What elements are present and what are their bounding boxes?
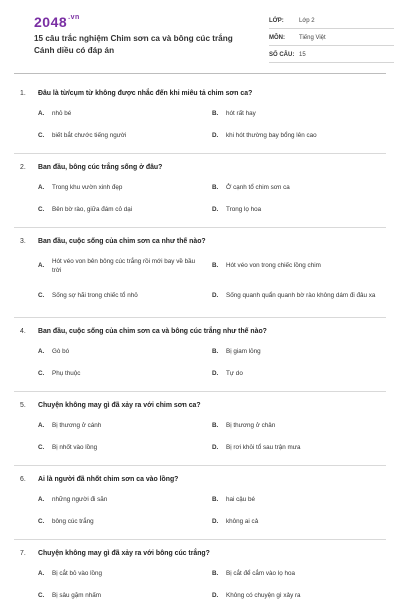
answer-option[interactable]	[38, 199, 212, 221]
question-block	[14, 80, 386, 154]
question-block	[14, 540, 386, 600]
option-text: Không có chuyện gì xảy ra	[226, 592, 301, 600]
meta-key: LỚP:	[269, 18, 284, 24]
option-letter: A.	[38, 570, 45, 578]
meta-value: Lớp 2	[299, 18, 315, 24]
option-text: Bị thương ở chân	[226, 422, 276, 430]
option-letter: C.	[38, 592, 45, 600]
question-heading	[14, 162, 386, 173]
question-block	[14, 318, 386, 392]
option-letter: C.	[38, 132, 45, 140]
answer-option[interactable]	[212, 563, 386, 585]
answer-options	[14, 341, 386, 385]
answer-option[interactable]	[212, 341, 386, 363]
option-letter: C.	[38, 444, 45, 452]
answer-option[interactable]	[38, 511, 212, 533]
option-letter: C.	[38, 518, 45, 526]
option-letter: D.	[212, 370, 219, 378]
option-text: Bị nhốt vào lồng	[52, 444, 98, 452]
option-text: không ai cả	[226, 518, 259, 526]
answer-option[interactable]	[38, 415, 212, 437]
option-letter: D.	[212, 444, 219, 452]
option-text: Bên bờ rào, giữa đám cỏ dại	[52, 206, 133, 214]
option-text: biết bắt chước tiếng người	[52, 132, 127, 140]
answer-options	[14, 415, 386, 459]
option-letter: A.	[38, 184, 45, 192]
option-letter: A.	[38, 348, 45, 356]
answer-options	[14, 103, 386, 147]
question-block	[14, 228, 386, 318]
meta-row-count	[269, 48, 394, 63]
option-text: Bị thương ở cánh	[52, 422, 102, 430]
question-text: Chuyện không may gì đã xảy ra với bông cúc trắng?	[38, 550, 210, 557]
answer-option[interactable]	[212, 489, 386, 511]
answer-option[interactable]	[38, 103, 212, 125]
question-block	[14, 154, 386, 228]
option-letter: A.	[38, 422, 45, 430]
option-text: Hót véo von bên bông cúc trắng rồi mới bay về bầu trời	[52, 257, 196, 274]
question-block	[14, 392, 386, 466]
option-letter: D.	[212, 518, 219, 526]
option-text: Hót véo von trong chiếc lồng chim	[226, 262, 321, 270]
question-block	[14, 466, 386, 540]
meta-table	[269, 14, 394, 63]
option-text: Tự do	[226, 370, 243, 378]
answer-options	[14, 177, 386, 221]
question-number: 4.	[20, 328, 26, 335]
option-text: Bị sâu gặm nhấm	[52, 592, 102, 600]
option-text: những người đi săn	[52, 496, 108, 504]
answer-option[interactable]	[212, 199, 386, 221]
meta-key: MÔN:	[269, 35, 285, 41]
answer-option[interactable]	[38, 177, 212, 199]
answer-option[interactable]	[38, 281, 212, 311]
option-text: Gò bó	[52, 348, 70, 356]
question-heading	[14, 326, 386, 337]
question-text: Ban đầu, cuộc sống của chim sơn ca như thế nào?	[38, 238, 206, 245]
option-letter: C.	[38, 292, 45, 300]
answer-option[interactable]	[212, 125, 386, 147]
option-text: Trong lọ hoa	[226, 206, 262, 214]
option-text: Sống quanh quẩn quanh bờ rào không dám đi đâu xa	[226, 292, 376, 300]
option-letter: B.	[212, 348, 219, 356]
option-text: Phụ thuộc	[52, 370, 81, 378]
question-text: Đâu là từ/cụm từ không được nhắc đến khi miêu tả chim sơn ca?	[38, 90, 253, 97]
option-letter: B.	[212, 184, 219, 192]
answer-option[interactable]	[212, 415, 386, 437]
question-number: 2.	[20, 164, 26, 171]
option-letter: A.	[38, 110, 45, 118]
logo-text: 2048	[34, 14, 68, 30]
option-letter: C.	[38, 206, 45, 214]
question-text: Ban đầu, cuộc sống của chim sơn ca và bông cúc trắng như thế nào?	[38, 328, 267, 335]
answer-option[interactable]	[38, 363, 212, 385]
option-text: Bị cắt bỏ vào lồng	[52, 570, 103, 578]
option-letter: A.	[38, 262, 45, 270]
question-text: Ban đầu, bông cúc trắng sống ở đâu?	[38, 164, 163, 171]
answer-option[interactable]	[212, 585, 386, 600]
option-text: khi hót thường bay bổng lên cao	[226, 132, 317, 140]
answer-option[interactable]	[212, 251, 386, 281]
site-logo[interactable]	[34, 14, 80, 30]
answer-option[interactable]	[38, 251, 212, 281]
option-text: bông cúc trắng	[52, 518, 94, 526]
option-letter: D.	[212, 206, 219, 214]
meta-row-class	[269, 14, 394, 29]
option-letter: B.	[212, 422, 219, 430]
meta-value: Tiếng Việt	[299, 35, 326, 41]
option-letter: B.	[212, 570, 219, 578]
option-letter: A.	[38, 496, 45, 504]
answer-option[interactable]	[212, 363, 386, 385]
option-text: Bị giam lỏng	[226, 348, 261, 356]
option-letter: B.	[212, 496, 219, 504]
answer-option[interactable]	[212, 437, 386, 459]
answer-option[interactable]	[212, 103, 386, 125]
question-heading	[14, 474, 386, 485]
option-letter: B.	[212, 110, 219, 118]
option-letter: C.	[38, 370, 45, 378]
answer-option[interactable]	[38, 125, 212, 147]
page-header	[14, 0, 386, 74]
option-text: hai cậu bé	[226, 496, 256, 504]
meta-value: 15	[299, 52, 306, 58]
option-letter: D.	[212, 132, 219, 140]
answer-option[interactable]	[38, 341, 212, 363]
option-text: Trong khu vườn xinh đẹp	[52, 184, 123, 192]
answer-options	[14, 489, 386, 533]
option-text: Bị cắt để cắm vào lọ hoa	[226, 570, 295, 578]
question-text: Chuyện không may gì đã xảy ra với chim sơn ca?	[38, 402, 201, 409]
answer-option[interactable]	[38, 437, 212, 459]
answer-option[interactable]	[212, 177, 386, 199]
document-title: 15 câu trắc nghiệm Chim sơn ca và bông cúc trắng Cánh diều có đáp án	[34, 34, 233, 55]
answer-option[interactable]	[38, 585, 212, 600]
logo-tld: .vn	[68, 14, 80, 21]
option-letter: D.	[212, 592, 219, 600]
question-heading	[14, 88, 386, 99]
answer-option[interactable]	[212, 281, 386, 311]
option-text: Ở cạnh tổ chim sơn ca	[226, 184, 290, 192]
question-heading	[14, 236, 386, 247]
option-letter: B.	[212, 262, 219, 270]
answer-options	[14, 251, 386, 311]
question-number: 1.	[20, 90, 26, 97]
option-text: nhỏ bé	[52, 110, 72, 118]
question-number: 6.	[20, 476, 26, 483]
option-text: Bị rơi khỏi tổ sau trận mưa	[226, 444, 301, 452]
question-number: 7.	[20, 550, 26, 557]
answer-option[interactable]	[38, 489, 212, 511]
answer-option[interactable]	[38, 563, 212, 585]
question-text: Ai là người đã nhốt chim sơn ca vào lồng?	[38, 476, 179, 483]
meta-row-subject	[269, 31, 394, 46]
option-text: hót rất hay	[226, 110, 256, 118]
meta-key: SỐ CÂU:	[269, 52, 295, 58]
question-heading	[14, 400, 386, 411]
question-number: 3.	[20, 238, 26, 245]
question-heading	[14, 548, 386, 559]
question-number: 5.	[20, 402, 26, 409]
option-text: Sống sợ hãi trong chiếc tổ nhỏ	[52, 292, 138, 300]
option-letter: D.	[212, 292, 219, 300]
answer-options	[14, 563, 386, 600]
answer-option[interactable]	[212, 511, 386, 533]
question-list	[14, 74, 386, 600]
